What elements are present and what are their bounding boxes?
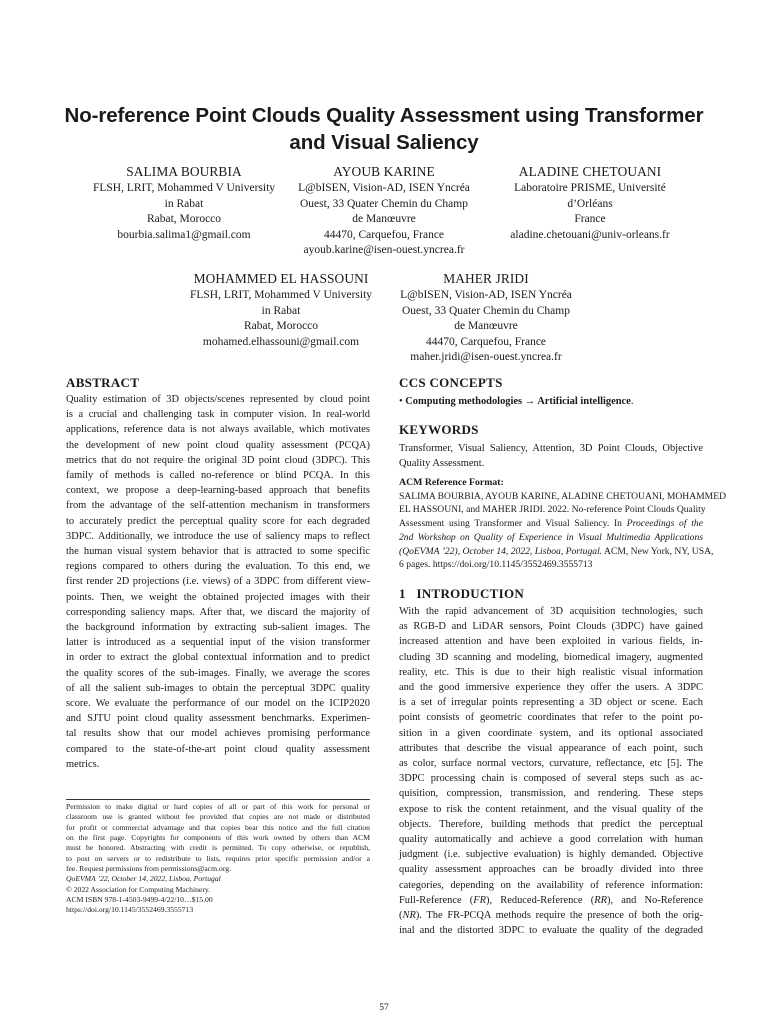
author-block-4 (163, 270, 399, 350)
abstract-line: the human visual system behavior that is attracted to some specific (66, 546, 370, 558)
reference-doi-link[interactable]: 6 pages. https://doi.org/10.1145/3552469.3555713 (399, 559, 593, 571)
abstract-line: latter is introduced as a sequential input of the vision transformer (66, 637, 370, 649)
intro-line: is a set of irregular points representing a 3D object or scene. Each (399, 697, 703, 709)
abstract-line: applications, reference data is not always available, which motivates (66, 424, 370, 436)
ccs-item (399, 394, 703, 409)
intro-line: quality assessment approaches can be broadly divided into three (399, 864, 703, 876)
intro-line: as color, surface normal vectors, curvature, reflectance, etc [5]. The (399, 758, 703, 770)
permission-footnote (66, 802, 370, 916)
intro-abbrev: RR (594, 894, 607, 906)
footnote-line: fee. Request permissions from permissions@acm.org. (66, 864, 231, 874)
ccs-heading: CCS CONCEPTS (399, 375, 503, 390)
reference-line (399, 531, 703, 545)
author-affiliation-line: Ouest, 33 Quater Chemin du Champ (401, 304, 570, 317)
author-name: SALIMA BOURBIA (126, 164, 242, 179)
footnote-isbn: ACM ISBN 978-1-4503-9499-4/22/10…$15.00 (66, 895, 213, 905)
intro-line: point consists of geometric coordinates that refer to the point po- (399, 712, 703, 724)
paper-title (40, 102, 728, 156)
author-affiliation-line: Rabat, Morocco (146, 213, 222, 226)
author-affiliation-line: L@bISEN, Vision-AD, ISEN Yncréa (400, 289, 572, 301)
author-email: maher.jridi@isen-ouest.yncrea.fr (410, 351, 562, 364)
intro-abbrev: FR (473, 894, 487, 906)
abstract-line: the background information by extracting sub-salient images. The (66, 622, 370, 634)
page-number: 57 (379, 1003, 389, 1013)
reference-proceedings: Proceedings of the (626, 518, 703, 530)
footnote-venue (66, 874, 370, 884)
author-affiliation-line: France (574, 213, 606, 226)
author-name: MOHAMMED EL HASSOUNI (193, 271, 369, 286)
keywords-heading: KEYWORDS (399, 422, 479, 437)
intro-line: cluding 3D scanning and modeling, biomedical imagery, augmented (399, 651, 703, 663)
author-block-2 (266, 163, 502, 259)
introduction-body (399, 604, 703, 938)
footnote-line: on the first page. Copyrights for components of this work owned by others than ACM (66, 833, 370, 843)
intro-text: ), and No-Reference (606, 894, 703, 906)
intro-line: attributes that describe the visual appearance of each point, such (399, 742, 703, 754)
abstract-line: corresponding saliency maps. After that, we discard the majority of (66, 606, 370, 618)
reference-line: EL HASSOUNI, and MAHER JRIDI. 2022. No-reference Point Clouds Quality (399, 504, 706, 516)
abstract-line: context, we propose a deep-learning-based approach that benefits (66, 485, 370, 497)
ccs-concept-text: Computing methodologies → Artificial intelligence (405, 396, 631, 407)
intro-line: increased attention and have been exploited in various fields, in- (399, 636, 703, 648)
author-email: bourbia.salima1@gmail.com (117, 228, 251, 241)
intro-line: quisition, compression, transmission, and rendering. These steps (399, 788, 703, 800)
author-block-5 (368, 270, 604, 366)
author-affiliation-line: in Rabat (164, 197, 204, 210)
author-email: aladine.chetouani@univ-orleans.fr (510, 228, 670, 241)
author-affiliation-line: in Rabat (261, 304, 301, 317)
acm-reference (399, 476, 726, 572)
abstract-heading: ABSTRACT (66, 375, 140, 390)
intro-line: judgment (i.e. subjective evaluation) is highly demanded. Objective (399, 849, 703, 861)
intro-line (399, 893, 703, 908)
reference-line: SALIMA BOURBIA, AYOUB KARINE, ALADINE CHETOUANI, MOHAMMED (399, 490, 726, 502)
author-affiliation-line: de Manœuvre (454, 320, 518, 333)
footnote-line: for profit or commercial advantage and that copies bear this notice and the full citation (66, 822, 370, 832)
author-affiliation-line: FLSH, LRIT, Mohammed V University (189, 289, 373, 301)
reference-text: Assessment using Transformer and Visual Saliency. In (399, 518, 627, 530)
author-affiliation-line: 44470, Carquefou, France (323, 228, 445, 241)
introduction-heading (399, 586, 524, 602)
abstract-line: family of methods is called no-reference or blind PCQA. In this (66, 470, 370, 482)
acm-reference-heading: ACM Reference Format: (399, 477, 504, 488)
intro-line: reality, etc. This is due to their high realistic visual information (399, 666, 703, 678)
abstract-line: in order to extract the global contextual information and to predict (66, 652, 370, 664)
author-affiliation-line: 44470, Carquefou, France (425, 335, 547, 348)
author-affiliation-line: FLSH, LRIT, Mohammed V University (92, 182, 276, 194)
keywords-body (399, 441, 703, 471)
intro-text: ). The FR-PCQA methods require the presence of both the orig- (415, 910, 703, 922)
intro-text: ( (399, 910, 403, 922)
intro-text: Full-Reference ( (399, 894, 474, 906)
author-affiliation-line: Rabat, Morocco (243, 320, 319, 333)
intro-line: quality automatically and achieve a good correlation with human (399, 834, 703, 846)
author-email: ayoub.karine@isen-ouest.yncrea.fr (303, 244, 465, 257)
ccs-period: . (630, 396, 634, 407)
abstract-line: to accurately predict the perceptual quality score for each degraded (66, 515, 370, 527)
title-line-1: No-reference Point Clouds Quality Assessment using Transformer (64, 104, 704, 127)
author-affiliation-line: L@bISEN, Vision-AD, ISEN Yncréa (298, 182, 470, 194)
abstract-line: the quality scores of the sub-images. Finally, we average the scores (66, 667, 370, 679)
footnote-line: must be honored. Abstracting with credit is permitted. To copy otherwise, or republish, (66, 843, 370, 853)
reference-proceedings: 2nd Workshop on Quality of Experience in Visual Multimedia Applications (399, 531, 703, 543)
author-affiliation-line: de Manœuvre (352, 213, 416, 226)
venue-text: QoEVMA ’22, October 14, 2022, Lisboa, Portugal (66, 874, 221, 884)
section-title: INTRODUCTION (416, 586, 525, 601)
author-name: AYOUB KARINE (333, 164, 435, 179)
intro-line: objects. Therefore, building methods that predict the perceptual (399, 818, 703, 830)
intro-line: expose to risk the content retainment, and the visual quality of the (399, 803, 703, 815)
footnote-copyright: © 2022 Association for Computing Machinery. (66, 884, 211, 894)
intro-line: 3DPC processing chain is composed of several steps such as ac- (399, 773, 703, 785)
reference-line (399, 545, 714, 559)
abstract-line: Quality estimation of 3D objects/scenes represented by cloud point (66, 394, 370, 405)
intro-line (399, 908, 703, 923)
intro-abbrev: NR (402, 910, 416, 922)
abstract-line: metrics that do not require the original 3D point cloud (3DPC). This (66, 454, 370, 466)
intro-line: inal and the distorted 3DPC to evaluate the quality of the degraded (399, 925, 703, 937)
intro-line: sition in a given coordinate system, and its optional associated (399, 727, 703, 739)
author-affiliation-line: d’Orléans (567, 197, 613, 210)
author-email: mohamed.elhassouni@gmail.com (202, 335, 360, 348)
author-affiliation-line: Ouest, 33 Quater Chemin du Champ (299, 197, 468, 210)
footnote-line: Permission to make digital or hard copies of all or part of this work for personal or (66, 802, 370, 811)
reference-text: ACM, New York, NY, USA, (602, 545, 714, 557)
footnote-line: to post on servers or to redistribute to lists, requires prior specific permission and/or a (66, 853, 370, 863)
intro-line: With the rapid advancement of 3D acquisition technologies, such (399, 606, 703, 617)
author-block-3 (472, 163, 708, 243)
abstract-line: from the advantage of the self-attention mechanism in transformers (66, 500, 370, 512)
abstract-line: the development of new point cloud quality assessment (PCQA) (66, 439, 370, 451)
author-name: MAHER JRIDI (443, 271, 529, 286)
footnote-doi-link[interactable]: https://doi.org/10.1145/3552469.3555713 (66, 905, 194, 915)
intro-line: categories, depending on the availability of reference information: (399, 879, 703, 891)
abstract-line: and SJTU point cloud quality assessment benchmarks. Experimen- (66, 713, 370, 725)
intro-line: as RGB-D and LiDAR sensors, Point Clouds (3DPC) have gained (399, 621, 703, 633)
abstract-line: regions compared to others during the evaluation. To this end, we (66, 561, 370, 573)
reference-proceedings: (QoEVMA ’22), October 14, 2022, Lisboa, Portugal. (399, 545, 603, 557)
keywords-line: Transformer, Visual Saliency, Attention, 3D Point Clouds, Objective (399, 443, 703, 454)
abstract-line: tal results show that our model achieves promising performance (66, 728, 370, 740)
abstract-line: score. We evaluate the performance of our model on the ICIP2020 (66, 698, 370, 710)
abstract-line: compared to the state-of-the-art point cloud quality assessment (66, 743, 370, 755)
abstract-line: 3DPC. Additionally, we introduce the use of saliency maps to reflect (66, 530, 370, 542)
author-affiliation-line: Laboratoire PRISME, Université (514, 182, 666, 194)
abstract-line: metrics. (66, 758, 100, 770)
bullet-glyph: • (399, 396, 403, 407)
intro-line: and the good immersive experience they offer the users. A 3DPC (399, 682, 703, 694)
title-line-2: and Visual Saliency (289, 131, 479, 154)
reference-line (399, 517, 703, 531)
footnote-divider (66, 799, 370, 800)
abstract-body (66, 392, 370, 772)
abstract-line: of all the salient sub-images to obtain the perceptual 3DPC quality (66, 682, 370, 694)
footnote-line: classroom use is granted without fee provided that copies are not made or distributed (66, 812, 370, 822)
abstract-line: first render 2D projections (i.e. views) of a 3DPC from different view- (66, 576, 370, 588)
abstract-line: points. Then, we weight the obtained projected images with their (66, 591, 370, 603)
keywords-line: Quality Assessment. (399, 458, 485, 470)
section-number: 1 (399, 586, 406, 601)
author-name: ALADINE CHETOUANI (518, 164, 662, 179)
intro-text: ), Reduced-Reference ( (486, 894, 595, 906)
abstract-line: is a crucial and challenging task in computer vision. In real-world (66, 409, 370, 421)
